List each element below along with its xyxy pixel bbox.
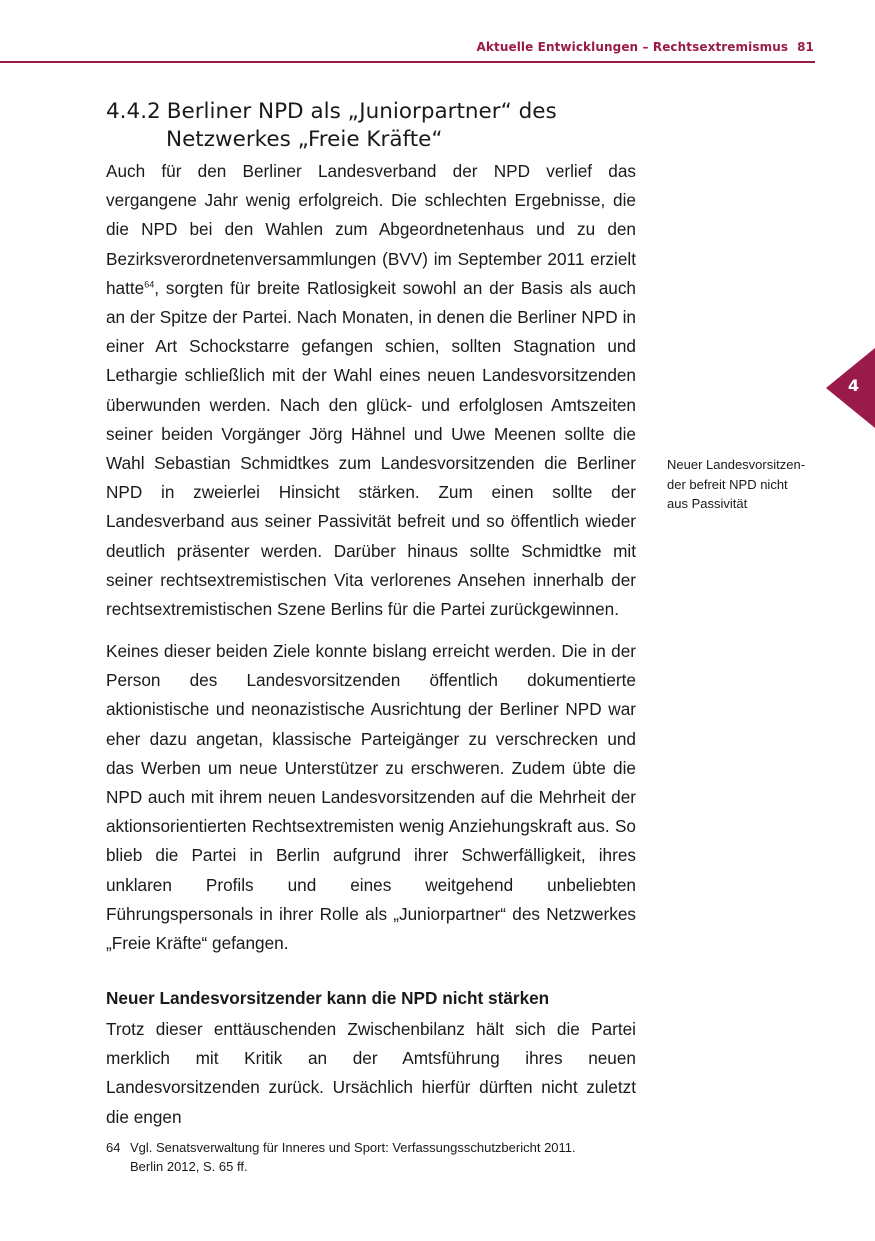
running-title: Aktuelle Entwicklungen – Rechtsextremismus — [476, 40, 789, 54]
body-paragraph-3: Trotz dieser enttäuschenden Zwischenbilanz hält sich die Partei merklich mit Kritik an der Amtsführung ihres neuen Landesvorsitzenden zurück. Ursächlich hierfür dürften nicht zuletzt die engen — [106, 1019, 636, 1127]
margin-note: Neuer Landesvorsitzen- der befreit NPD nicht aus Passivität — [667, 457, 806, 511]
section-title-line2: Netzwerkes „Freie Kräfte“ — [166, 127, 443, 152]
paragraph-1-text-a: Auch für den Berliner Landesverband der NPD verlief das vergangene Jahr wenig erfolgreich. Die schlechten Ergebnisse, die die NPD bei den Wahlen zum Abgeordnetenhaus und zu den Bezirksverordnetenversammlungen (BVV) im September 2011 erzielt hatte — [106, 161, 636, 298]
footnote-reference[interactable]: 64 — [144, 279, 155, 290]
footnote-text: Vgl. Senatsverwaltung für Inneres und Sport: Verfassungsschutzbericht 2011. Berlin 2012, S. 65 ff. — [130, 1140, 576, 1174]
chapter-number: 4 — [848, 376, 860, 395]
running-head — [477, 40, 814, 54]
section-title-line1: Berliner NPD als „Juniorpartner“ des — [166, 99, 557, 124]
section-number: 4.4.2 — [106, 99, 161, 124]
footnote-number: 64 — [106, 1140, 121, 1155]
body-paragraph-2: Keines dieser beiden Ziele konnte bislang erreicht werden. Die in der Person des Landesvorsitzenden öffentlich dokumentierte aktionistische und neonazistische Ausrichtung der Berliner NPD war eher dazu angetan, klassische Parteigänger zu verschrecken und das Werben um neue Unterstützer zu erschweren. Zudem übte die NPD auch mit ihrem neuen Landesvorsitzenden auf die Mehrheit der aktionsorientierten Rechtsextremisten wenig Anziehungskraft aus. So blieb die Partei in Berlin aufgrund ihrer Schwerfälligkeit, ihres unklaren Profils und eines weitgehend unbeliebten Führungspersonals in ihrer Rolle als „Juniorpartner“ des Netzwerkes „Freie Kräfte“ gefangen. — [106, 641, 636, 954]
section-heading — [106, 98, 646, 154]
footnote — [106, 1138, 666, 1176]
header-rule — [0, 61, 815, 63]
page-number: 81 — [797, 40, 814, 54]
body-paragraph-1 — [106, 157, 636, 624]
paragraph-1-text-b: , sorgten für breite Ratlosigkeit sowohl an der Basis als auch an der Spitze der Partei. Nach Monaten, in denen die Berliner NPD in einer Art Schockstarre gefangen schien, sollten Stagnation und Lethargie schließlich mit der Wahl eines neuen Landesvorsitzenden überwunden werden. Nach den glück- und erfolglosen Amtszeiten seiner beiden Vorgänger Jörg Hähnel und Uwe Meenen sollte die Wahl Sebastian Schmidtkes zum Landesvorsitzenden die Berliner NPD in zweierlei Hinsicht stärken. Zum einen sollte der Landesverband aus seiner Passivität befreit und so öffentlich wieder deutlich präsenter werden. Darüber hinaus sollte Schmidtke mit seiner rechtsextremistischen Vita verlorenes Ansehen innerhalb der rechtsextremistischen Szene Berlins für die Partei zurückgewinnen. — [106, 277, 636, 620]
subheading: Neuer Landesvorsitzender kann die NPD nicht stärken — [106, 988, 550, 1008]
